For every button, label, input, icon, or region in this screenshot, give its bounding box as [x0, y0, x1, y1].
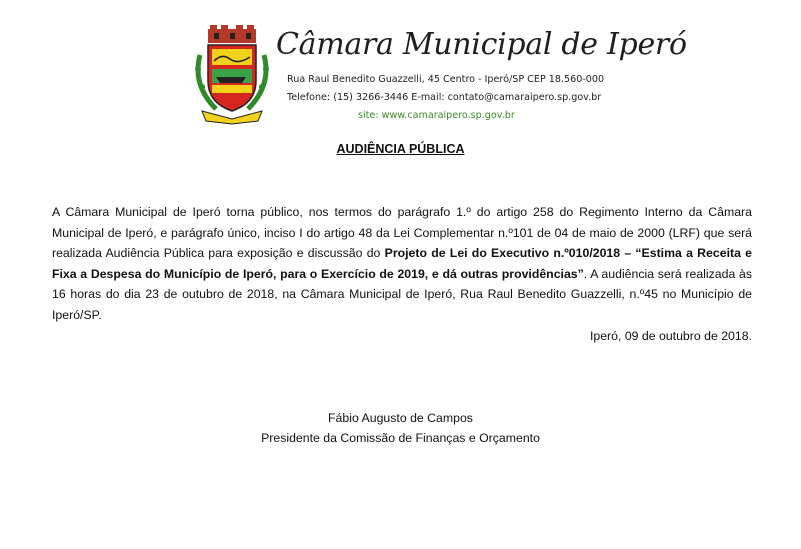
org-address: Rua Raul Benedito Guazzelli, 45 Centro - Iperó/SP CEP 18.560-000: [287, 74, 605, 85]
letterhead: [190, 25, 687, 125]
municipal-coat-of-arms-icon: [190, 25, 274, 125]
signatory-name: Fábio Augusto de Campos: [328, 411, 473, 425]
body-paragraph: [52, 202, 752, 325]
org-name: Câmara Municipal de Iperó: [276, 27, 687, 62]
body-text-part2: . A audiência será realizada às 16 horas do dia 23 de outubro de 2018, na Câmara Municipal de Iperó, Rua Raul Benedito Guazzelli, n.º45 no Município de Iperó/SP.: [52, 266, 752, 322]
body-text-part1: A Câmara Municipal de Iperó torna público, nos termos do parágrafo 1.º do artigo 258 do Regimento Interno da Câmara Municipal de Iperó, e parágrafo único, inciso I do artigo 48 da Lei Complementar n.º101 de 04 de maio de 2000 (LRF) que será realizada Audiência Pública para exposição e discussão do: [52, 205, 752, 260]
document-title: AUDIÊNCIA PÚBLICA: [336, 142, 465, 156]
body-text-bold: Projeto de Lei do Executivo n.º010/2018 – “Estima a Receita e Fixa a Despesa do Município de Iperó, para o Exercício de 2019, e dá outras providências”: [52, 246, 752, 281]
org-contact: Telefone: (15) 3266-3446 E-mail: contato@camaraipero.sp.gov.br: [287, 92, 602, 103]
signatory-role: Presidente da Comissão de Finanças e Orçamento: [261, 431, 540, 445]
org-site: site: www.camaraipero.sp.gov.br: [358, 110, 515, 121]
date-line: Iperó, 09 de outubro de 2018.: [589, 329, 752, 343]
